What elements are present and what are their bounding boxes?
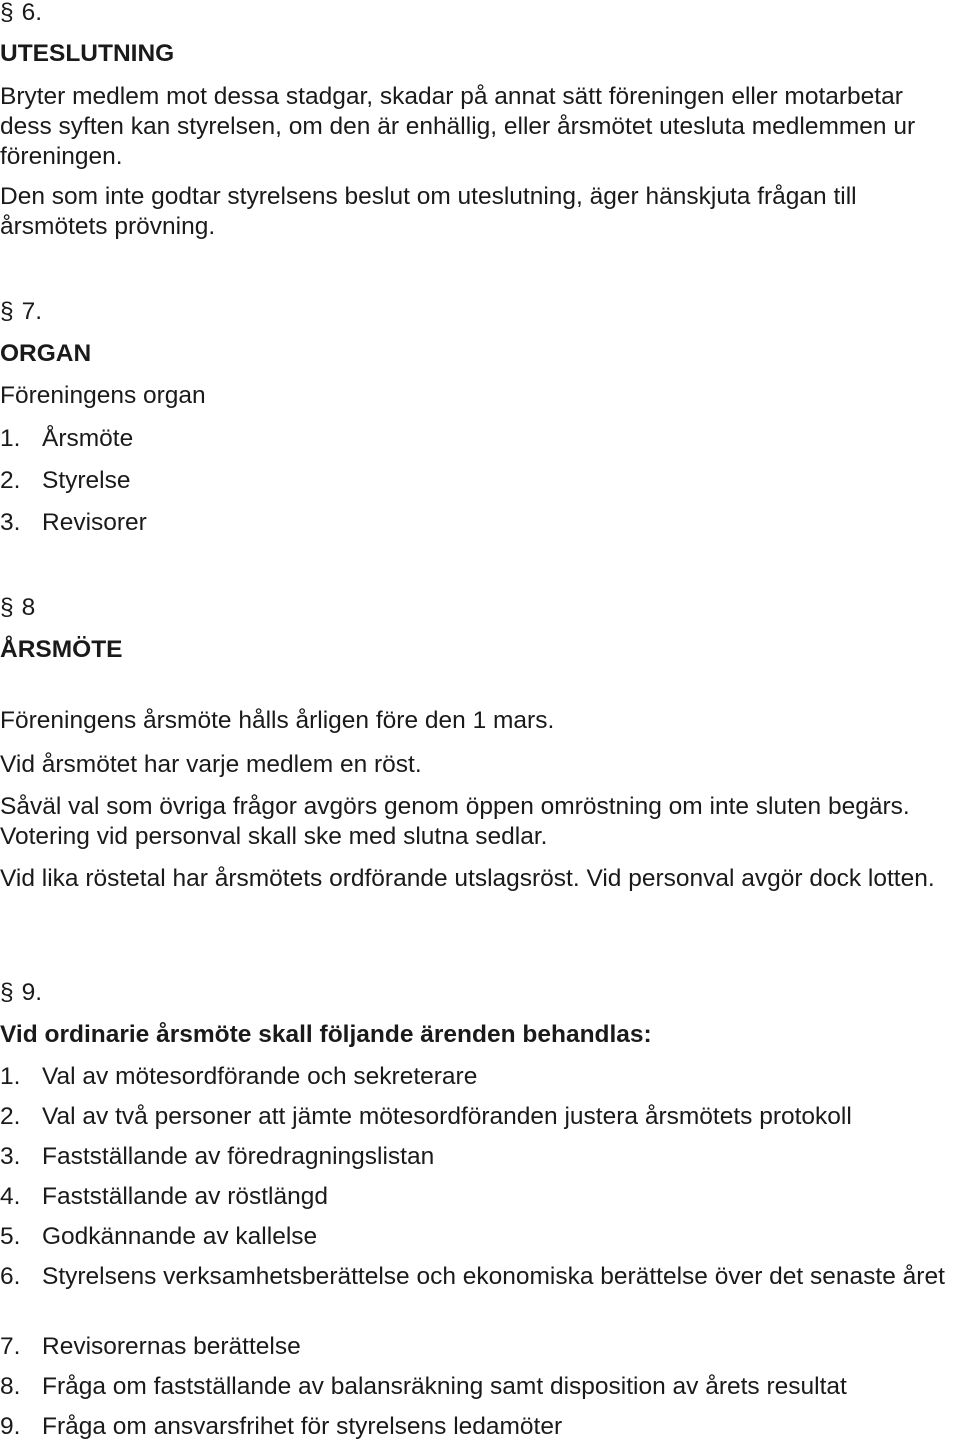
list-item — [0, 1332, 955, 1362]
section-9-heading: Vid ordinarie årsmöte skall följande ärenden behandlas: — [0, 1021, 652, 1048]
list-item — [0, 466, 955, 496]
section-7-number — [0, 297, 42, 327]
section-number: 7. — [21, 298, 43, 325]
section-mark: § — [0, 298, 14, 325]
list-item-number: 1. — [0, 425, 21, 452]
list-item-text: Revisorernas berättelse — [42, 1333, 301, 1360]
section-8-heading: ÅRSMÖTE — [0, 636, 123, 663]
list-item-text: Godkännande av kallelse — [42, 1223, 318, 1250]
list-item-number: 8. — [0, 1373, 21, 1400]
list-item-text: Årsmöte — [42, 425, 134, 452]
section-8-paragraph-3: Såväl val som övriga frågor avgörs genom öppen omröstning om inte sluten begärs. Votering vid personval skall ske med slutna sedlar. — [0, 793, 910, 850]
list-item — [0, 1222, 955, 1252]
list-item-number: 7. — [0, 1333, 21, 1360]
list-item-text: Fastställande av röstlängd — [42, 1183, 328, 1210]
list-item — [0, 1142, 955, 1172]
list-item-number: 6. — [0, 1263, 21, 1290]
list-item-text: Fråga om ansvarsfrihet för styrelsens ledamöter — [42, 1413, 563, 1440]
section-6-paragraph-2: Den som inte godtar styrelsens beslut om uteslutning, äger hänskjuta frågan till årsmötets prövning. — [0, 183, 857, 240]
list-item-number: 3. — [0, 509, 21, 536]
section-8-paragraph-1: Föreningens årsmöte hålls årligen före den 1 mars. — [0, 707, 555, 734]
section-8-paragraph-2: Vid årsmötet har varje medlem en röst. — [0, 751, 422, 778]
list-item — [0, 1262, 955, 1292]
list-item-text: Val av två personer att jämte mötesordföranden justera årsmötets protokoll — [42, 1103, 852, 1130]
list-item — [0, 1412, 955, 1442]
list-item — [0, 424, 955, 454]
list-item — [0, 1102, 955, 1132]
list-item-number: 3. — [0, 1143, 21, 1170]
section-mark: § — [0, 979, 14, 1006]
list-item-text: Styrelse — [42, 467, 131, 494]
section-7-heading: ORGAN — [0, 340, 92, 367]
section-number: 6. — [21, 0, 43, 26]
list-item — [0, 508, 955, 538]
list-item — [0, 1062, 955, 1092]
list-item-number: 1. — [0, 1063, 21, 1090]
section-7-intro: Föreningens organ — [0, 382, 206, 409]
list-item-number: 4. — [0, 1183, 21, 1210]
section-8-number — [0, 593, 35, 623]
list-item-number: 2. — [0, 1103, 21, 1130]
list-item-text: Fråga om fastställande av balansräkning samt disposition av årets resultat — [42, 1373, 847, 1400]
list-item — [0, 1182, 955, 1212]
list-item — [0, 1372, 955, 1402]
list-item-text: Val av mötesordförande och sekreterare — [42, 1063, 478, 1090]
list-item-number: 2. — [0, 467, 21, 494]
section-number: 9. — [21, 979, 43, 1006]
list-item-number: 5. — [0, 1223, 21, 1250]
list-item-number: 9. — [0, 1413, 21, 1440]
list-item-text: Fastställande av föredragningslistan — [42, 1143, 435, 1170]
list-item-text: Styrelsens verksamhetsberättelse och ekonomiska berättelse över det senaste året — [42, 1263, 945, 1290]
section-mark: § — [0, 0, 14, 26]
section-9-number — [0, 978, 42, 1008]
list-item-text: Revisorer — [42, 509, 147, 536]
section-mark: § — [0, 594, 14, 621]
section-6-number — [0, 0, 42, 28]
section-number: 8 — [21, 594, 36, 621]
section-6-paragraph-1: Bryter medlem mot dessa stadgar, skadar på annat sätt föreningen eller motarbetar dess syften kan styrelsen, om den är enhällig, eller årsmötet utesluta medlemmen ur föreningen. — [0, 83, 916, 170]
section-8-paragraph-4: Vid lika röstetal har årsmötets ordförande utslagsröst. Vid personval avgör dock lotten. — [0, 865, 935, 892]
section-6-heading: UTESLUTNING — [0, 40, 175, 67]
